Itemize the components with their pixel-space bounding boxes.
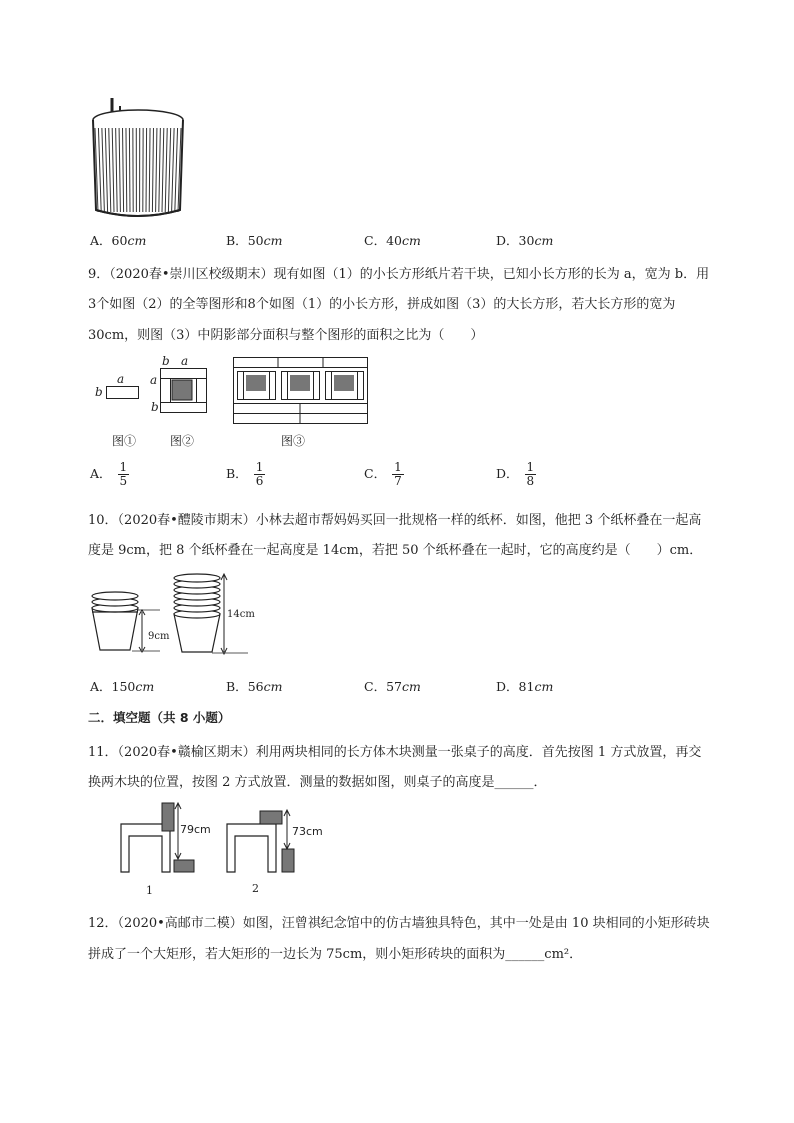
- fig2-label-b-top: b: [162, 354, 170, 368]
- q9-line-2: 3个如图（2）的全等图形和8个如图（1）的小长方形，拼成如图（3）的大长方形，若大长方形的宽为: [88, 297, 676, 312]
- fig1-label-b: b: [95, 385, 103, 399]
- q10-line-1: 10．（2020春•醴陵市期末）小林去超市帮妈妈买回一批规格一样的纸杯．如图，他把 3 个纸杯叠在一起高: [88, 513, 702, 528]
- q10-option-a: A．150cm: [90, 679, 155, 694]
- q10-option-c: C．57cm: [364, 679, 421, 694]
- table1-number: 1: [146, 884, 153, 897]
- fig2-label-a-top: a: [181, 354, 189, 368]
- fig1-label-a: a: [117, 372, 125, 386]
- q10-option-d: D．81cm: [496, 679, 554, 694]
- fig1-small-rectangle: [106, 386, 140, 400]
- q9-option-c: C． $\frac{1}{7}$: [364, 460, 402, 488]
- table1-label-79cm: 79cm: [180, 823, 211, 836]
- q12-line-1: 12．（2020•高邮市二模）如图，汪曾祺纪念馆中的仿古墙独具特色，其中一处是由 10 块相同的小矩形砖块: [88, 916, 710, 931]
- fig2-label-b-left: b: [151, 400, 159, 414]
- fig2-caption: 图②: [170, 434, 195, 448]
- q8-option-d: D．30cm: [496, 233, 554, 248]
- q11-line-1: 11．（2020春•赣榆区期末）利用两块相同的长方体木块测量一张桌子的高度．首先按图 1 方式放置，再交: [88, 745, 702, 760]
- q10-option-b: B．56cm: [226, 679, 283, 694]
- table2-label-73cm: 73cm: [292, 825, 323, 838]
- q12-line-2: 拼成了一个大矩形，若大矩形的一边长为 75cm，则小矩形砖块的面积为______cm²．: [88, 947, 583, 962]
- section-fill-in-heading: 二．填空题（共 8 小题）: [88, 710, 231, 725]
- q9-option-b: B． $\frac{1}{6}$: [226, 460, 264, 488]
- barrel-figure: [86, 98, 196, 228]
- fig1-caption: 图①: [112, 434, 137, 448]
- q8-option-a: A．60cm: [90, 233, 147, 248]
- table-figure-1: [118, 800, 208, 878]
- fig2-composite-shape: [160, 368, 208, 414]
- q9-option-a: A． $\frac{1}{5}$: [90, 460, 128, 488]
- q9-line-3: 30cm，则图（3）中阴影部分面积与整个图形的面积之比为（ ）: [88, 328, 484, 343]
- cups-label-9cm: 9cm: [148, 631, 170, 642]
- cups-label-14cm: 14cm: [227, 609, 255, 620]
- fig2-label-a-left: a: [150, 373, 158, 387]
- fig3-large-rectangle: [233, 357, 369, 425]
- table-figure-2: [224, 806, 304, 876]
- q8-option-b: B．50cm: [226, 233, 283, 248]
- q9-option-d: D． $\frac{1}{8}$: [496, 460, 535, 488]
- table2-number: 2: [252, 882, 259, 895]
- q9-line-1: 9．（2020春•崇川区校级期末）现有如图（1）的小长方形纸片若干块，已知小长方形的长为 a，宽为 b．用: [88, 267, 710, 282]
- q8-option-c: C．40cm: [364, 233, 421, 248]
- fig3-caption: 图③: [281, 434, 306, 448]
- q11-line-2: 换两木块的位置，按图 2 方式放置．测量的数据如图，则桌子的高度是______．: [88, 775, 547, 790]
- q10-line-2: 度是 9cm，把 8 个纸杯叠在一起高度是 14cm，若把 50 个纸杯叠在一起时，它的高度约是（ ）cm．: [88, 543, 703, 558]
